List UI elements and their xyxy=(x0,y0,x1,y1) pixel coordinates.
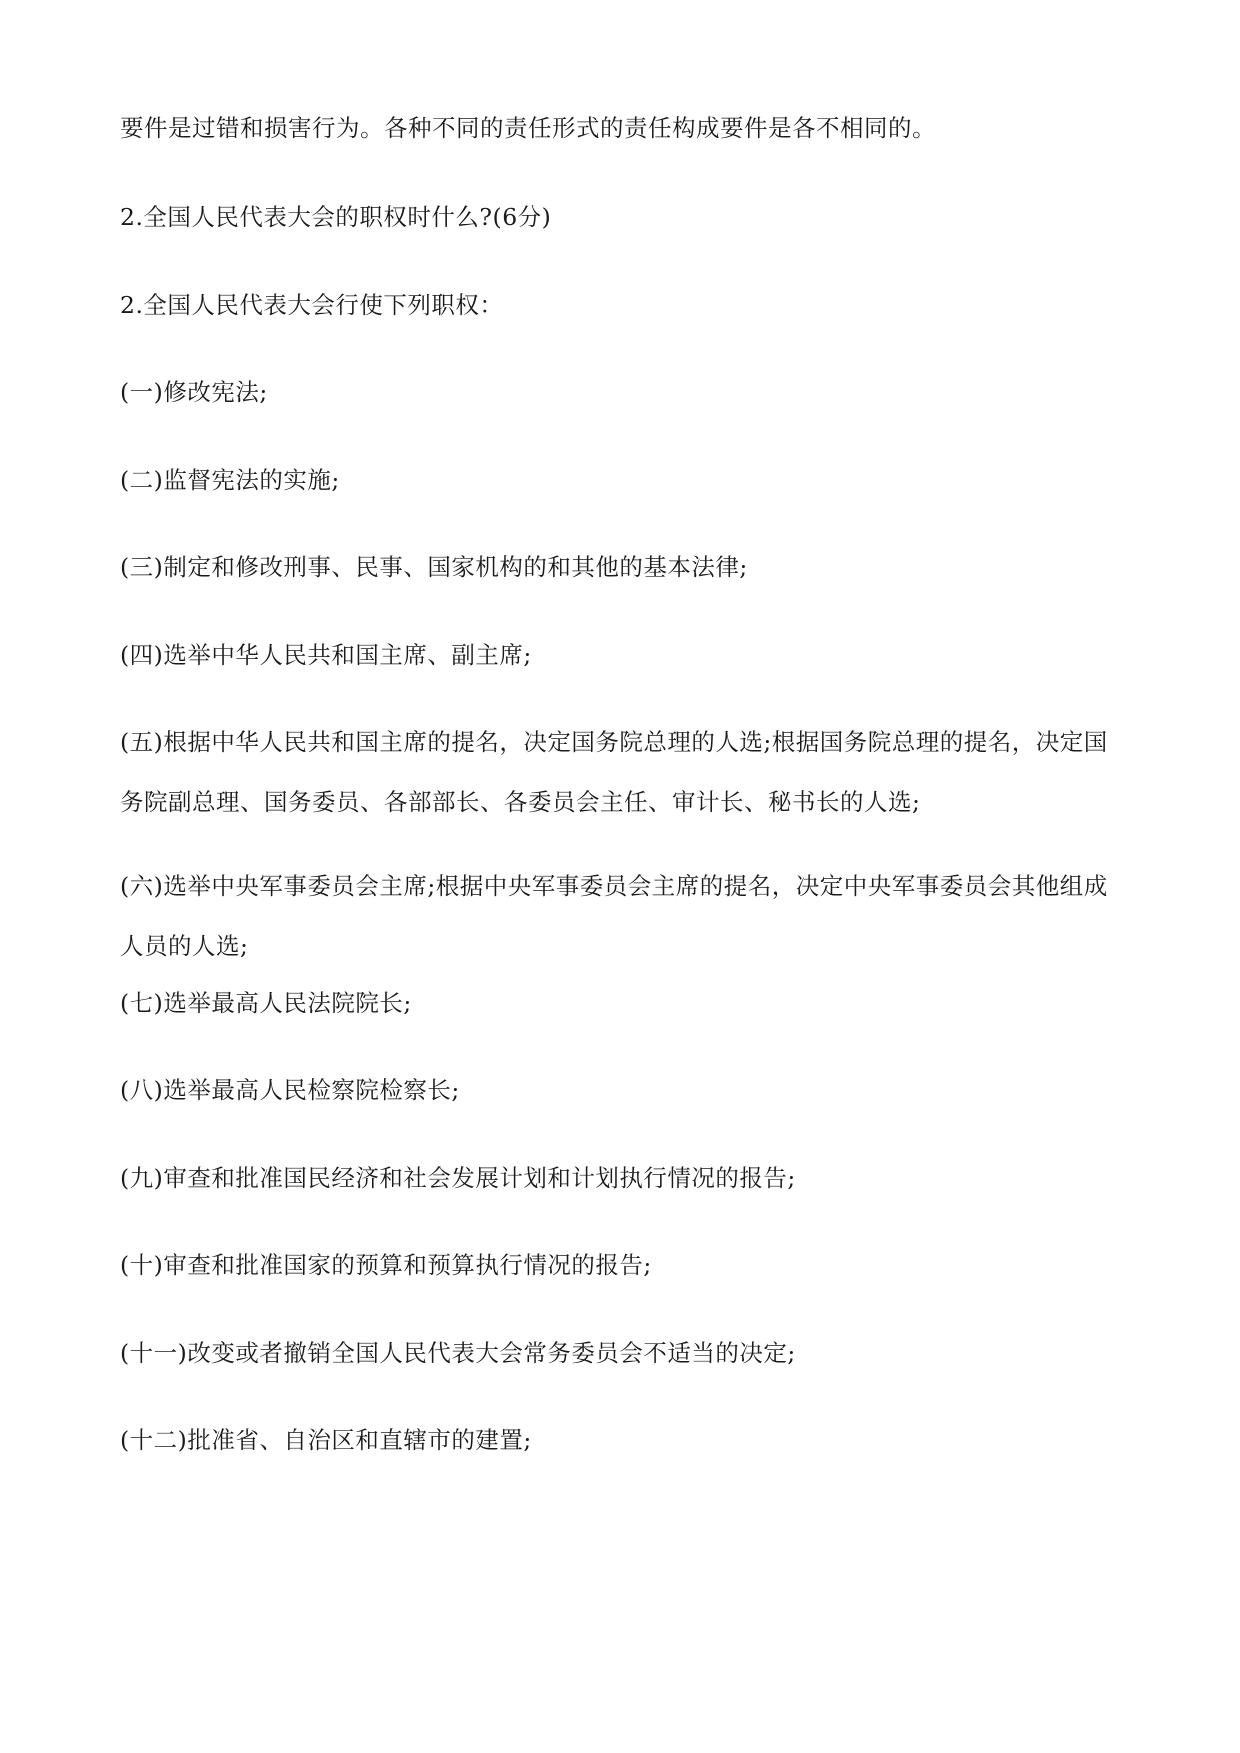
paragraph-continuation: 要件是过错和损害行为。各种不同的责任形式的责任构成要件是各不相同的。 xyxy=(120,114,936,142)
list-item-3: (三)制定和修改刑事、民事、国家机构的和其他的基本法律; xyxy=(120,553,748,581)
list-item-6: (六)选举中央军事委员会主席;根据中央军事委员会主席的提名，决定中央军事委员会其他组成人员的人选; xyxy=(120,872,1108,960)
list-item-10: (十)审查和批准国家的预算和预算执行情况的报告; xyxy=(120,1251,652,1279)
list-item-4: (四)选举中华人民共和国主席、副主席; xyxy=(120,641,532,669)
list-item-2: (二)监督宪法的实施; xyxy=(120,466,340,494)
list-item-8: (八)选举最高人民检察院检察长; xyxy=(120,1076,460,1104)
list-item-9: (九)审查和批准国民经济和社会发展计划和计划执行情况的报告; xyxy=(120,1164,796,1192)
list-item-1: (一)修改宪法; xyxy=(120,378,268,406)
answer-intro: 2.全国人民代表大会行使下列职权： xyxy=(120,291,504,319)
list-item-12: (十二)批准省、自治区和直辖市的建置; xyxy=(120,1426,532,1454)
question-heading: 2.全国人民代表大会的职权时什么?(6分) xyxy=(120,203,552,231)
list-item-5: (五)根据中华人民共和国主席的提名，决定国务院总理的人选;根据国务院总理的提名，决定国务院副总理、国务委员、各部部长、各委员会主任、审计长、秘书长的人选; xyxy=(120,728,1108,816)
list-item-11: (十一)改变或者撤销全国人民代表大会常务委员会不适当的决定; xyxy=(120,1339,796,1367)
list-item-7: (七)选举最高人民法院院长; xyxy=(120,989,412,1017)
